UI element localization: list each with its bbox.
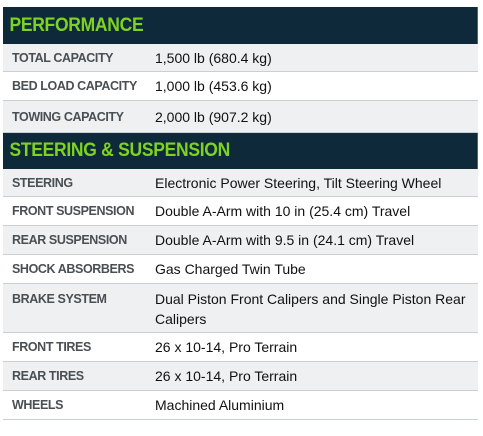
- spec-label: REAR TIRES: [12, 369, 84, 383]
- spec-value: 26 x 10-14, Pro Terrain: [155, 368, 298, 384]
- spec-value: Dual Piston Front Calipers and Single Piston Rear Calipers: [155, 291, 466, 327]
- spec-value: Gas Charged Twin Tube: [155, 261, 306, 277]
- spec-row-shock-absorbers: [3, 255, 478, 284]
- spec-row-towing-capacity: [3, 101, 478, 133]
- spec-label: FRONT SUSPENSION: [12, 204, 135, 218]
- spec-row-total-capacity: [3, 44, 478, 72]
- spec-sheet: [3, 7, 478, 420]
- spec-value: 26 x 10-14, Pro Terrain: [155, 339, 298, 355]
- spec-label: SHOCK ABSORBERS: [12, 262, 135, 276]
- spec-value: Electronic Power Steering, Tilt Steering Wheel: [155, 174, 442, 191]
- spec-row-wheels: [3, 391, 478, 420]
- spec-value: Double A-Arm with 10 in (25.4 cm) Travel: [155, 203, 411, 219]
- spec-row-front-suspension: [3, 197, 478, 226]
- spec-value: 2,000 lb (907.2 kg): [155, 108, 272, 125]
- spec-row-brake-system: [3, 284, 478, 333]
- spec-label: BED LOAD CAPACITY: [12, 79, 137, 93]
- spec-value: Double A-Arm with 9.5 in (24.1 cm) Travel: [155, 232, 415, 248]
- section-header-performance: PERFORMANCE: [3, 7, 478, 44]
- spec-label: BRAKE SYSTEM: [12, 292, 107, 306]
- spec-row-steering: [3, 169, 478, 197]
- spec-label: TOWING CAPACITY: [12, 109, 124, 124]
- spec-label: WHEELS: [12, 398, 64, 412]
- spec-value: 1,500 lb (680.4 kg): [155, 49, 272, 66]
- spec-row-front-tires: [3, 333, 478, 362]
- spec-label: TOTAL CAPACITY: [12, 50, 114, 65]
- spec-label: STEERING: [12, 175, 73, 190]
- spec-row-rear-tires: [3, 362, 478, 391]
- spec-label: FRONT TIRES: [12, 340, 91, 354]
- spec-row-rear-suspension: [3, 226, 478, 255]
- spec-label: REAR SUSPENSION: [12, 233, 127, 247]
- spec-row-bed-load-capacity: [3, 72, 478, 101]
- section-header-steering-suspension: STEERING & SUSPENSION: [3, 133, 478, 169]
- spec-value: Machined Aluminium: [155, 397, 285, 413]
- spec-value: 1,000 lb (453.6 kg): [155, 78, 272, 94]
